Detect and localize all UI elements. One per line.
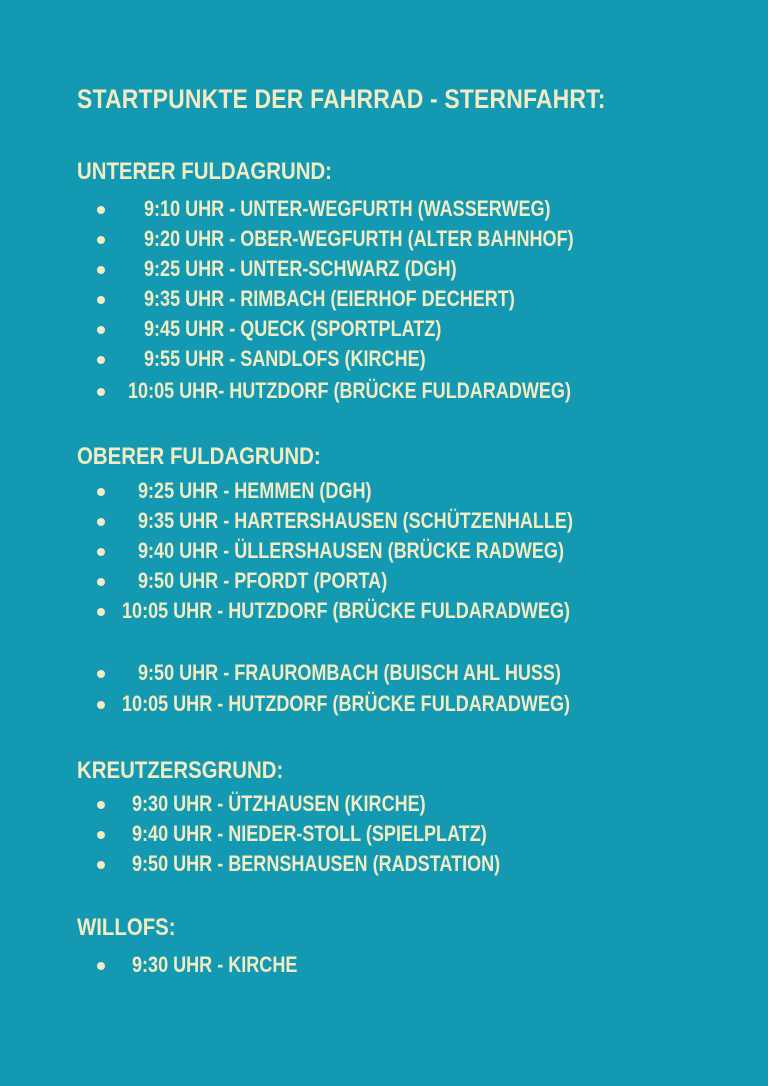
list-item bbox=[0, 478, 768, 508]
list-item-text: 9:30 UHR - KIRCHE bbox=[132, 952, 298, 977]
bullet-icon bbox=[97, 608, 105, 616]
list-item-text: 10:05 UHR- HUTZDORF (BRÜCKE FULDARADWEG) bbox=[128, 378, 571, 403]
list-item-text: 9:50 UHR - PFORDT (PORTA) bbox=[138, 568, 388, 593]
section-heading: UNTERER FULDAGRUND: bbox=[77, 158, 332, 185]
list-item bbox=[0, 508, 768, 538]
bullet-icon bbox=[97, 206, 105, 214]
bullet-icon bbox=[97, 861, 105, 869]
list-item bbox=[0, 196, 768, 226]
list-item bbox=[0, 851, 768, 881]
section-heading: KREUTZERSGRUND: bbox=[77, 757, 284, 784]
section-heading: OBERER FULDAGRUND: bbox=[77, 443, 321, 470]
list-item bbox=[0, 286, 768, 316]
list-item-text: 9:35 UHR - RIMBACH (EIERHOF DECHERT) bbox=[144, 286, 515, 311]
list-item bbox=[0, 538, 768, 568]
list-item bbox=[0, 226, 768, 256]
bullet-icon bbox=[97, 388, 105, 396]
list-item-text: 9:40 UHR - ÜLLERSHAUSEN (BRÜCKE RADWEG) bbox=[138, 538, 564, 563]
list-item-text: 9:35 UHR - HARTERSHAUSEN (SCHÜTZENHALLE) bbox=[138, 508, 573, 533]
list-item-text: 9:40 UHR - NIEDER-STOLL (SPIELPLATZ) bbox=[132, 821, 487, 846]
list-item bbox=[0, 568, 768, 598]
list-item-text: 10:05 UHR - HUTZDORF (BRÜCKE FULDARADWEG) bbox=[122, 598, 570, 623]
list-item-text: 9:45 UHR - QUECK (SPORTPLATZ) bbox=[144, 316, 442, 341]
list-item bbox=[0, 691, 768, 721]
list-item-text: 9:30 UHR - ÜTZHAUSEN (KIRCHE) bbox=[132, 791, 426, 816]
list-item bbox=[0, 660, 768, 690]
list-item-text: 9:20 UHR - OBER-WEGFURTH (ALTER BAHNHOF) bbox=[144, 226, 574, 251]
bullet-icon bbox=[97, 578, 105, 586]
list-item bbox=[0, 952, 768, 982]
list-item-text: 9:25 UHR - UNTER-SCHWARZ (DGH) bbox=[144, 256, 457, 281]
list-item-text: 9:50 UHR - FRAUROMBACH (BUISCH AHL HUSS) bbox=[138, 660, 561, 685]
list-item bbox=[0, 791, 768, 821]
list-item bbox=[0, 378, 768, 408]
bullet-icon bbox=[97, 488, 105, 496]
list-item bbox=[0, 256, 768, 286]
list-item-text: 9:25 UHR - HEMMEN (DGH) bbox=[138, 478, 372, 503]
page-title: STARTPUNKTE DER FAHRRAD - STERNFAHRT: bbox=[77, 84, 606, 114]
bullet-icon bbox=[97, 518, 105, 526]
list-item bbox=[0, 821, 768, 851]
bullet-icon bbox=[97, 801, 105, 809]
bullet-icon bbox=[97, 962, 105, 970]
bullet-icon bbox=[97, 236, 105, 244]
section-heading: WILLOFS: bbox=[77, 914, 176, 941]
bullet-icon bbox=[97, 831, 105, 839]
bullet-icon bbox=[97, 296, 105, 304]
bullet-icon bbox=[97, 356, 105, 364]
list-item bbox=[0, 598, 768, 628]
list-item-text: 10:05 UHR - HUTZDORF (BRÜCKE FULDARADWEG) bbox=[122, 691, 570, 716]
bullet-icon bbox=[97, 670, 105, 678]
bullet-icon bbox=[97, 326, 105, 334]
list-item bbox=[0, 316, 768, 346]
list-item bbox=[0, 346, 768, 376]
list-item-text: 9:55 UHR - SANDLOFS (KIRCHE) bbox=[144, 346, 426, 371]
bullet-icon bbox=[97, 266, 105, 274]
bullet-icon bbox=[97, 701, 105, 709]
list-item-text: 9:50 UHR - BERNSHAUSEN (RADSTATION) bbox=[132, 851, 501, 876]
bullet-icon bbox=[97, 548, 105, 556]
list-item-text: 9:10 UHR - UNTER-WEGFURTH (WASSERWEG) bbox=[144, 196, 551, 221]
